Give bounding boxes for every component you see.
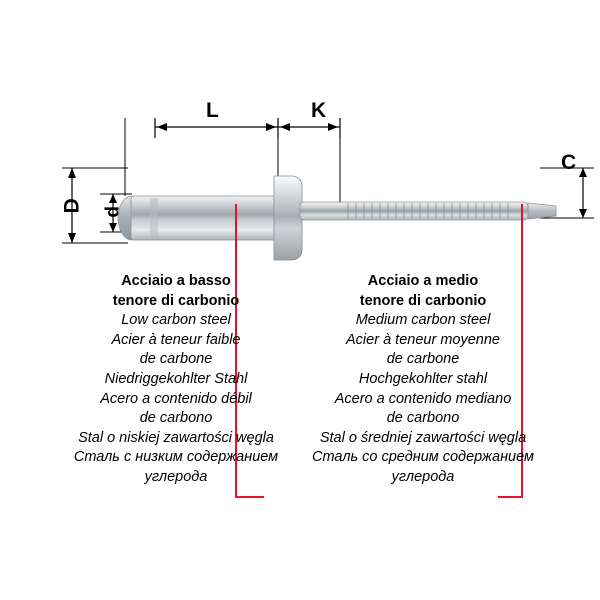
rivet-illustration: [118, 176, 556, 260]
caption-line: Сталь с низким содержанием: [73, 449, 279, 466]
left-material-caption: [58, 272, 294, 488]
caption-line: Acero a contenido mediano: [334, 390, 512, 407]
caption-line: Acciaio a basso: [121, 273, 231, 289]
caption-line: de carbono: [386, 410, 460, 427]
dimension-label-K: K: [311, 99, 327, 122]
caption-line: углерода: [391, 468, 455, 485]
caption-line: Stal o średniej zawartości węgla: [319, 429, 527, 446]
caption-line: Acciaio a medio: [367, 273, 479, 289]
dimension-C: [579, 168, 587, 218]
caption-line: Hochgekohlter stahl: [358, 370, 488, 387]
caption-line: Low carbon steel: [121, 312, 231, 329]
caption-line: de carbone: [386, 351, 460, 368]
dimension-label-C: C: [561, 151, 577, 174]
caption-line: de carbone: [139, 351, 213, 368]
caption-line: Medium carbon steel: [355, 312, 491, 329]
caption-line: углерода: [144, 468, 208, 485]
caption-line: Stal o niskiej zawartości węgla: [78, 429, 274, 446]
dimension-label-d: d: [102, 205, 124, 218]
caption-line: tenore di carbonio: [112, 292, 240, 309]
caption-line: Niedriggekohlter Stahl: [104, 370, 248, 387]
caption-line: tenore di carbonio: [359, 292, 487, 309]
caption-line: Acier à teneur moyenne: [346, 331, 500, 348]
caption-line: Сталь со средним содержанием: [312, 449, 534, 466]
caption-line: de carbono: [139, 410, 213, 427]
caption-line: Acier à teneur faible: [111, 331, 241, 348]
dimension-label-D: D: [60, 197, 84, 214]
dimension-K: [278, 118, 340, 138]
caption-line: Acero a contenido débil: [100, 390, 252, 407]
dimension-label-L: L: [206, 99, 220, 122]
right-material-caption: [305, 272, 541, 488]
